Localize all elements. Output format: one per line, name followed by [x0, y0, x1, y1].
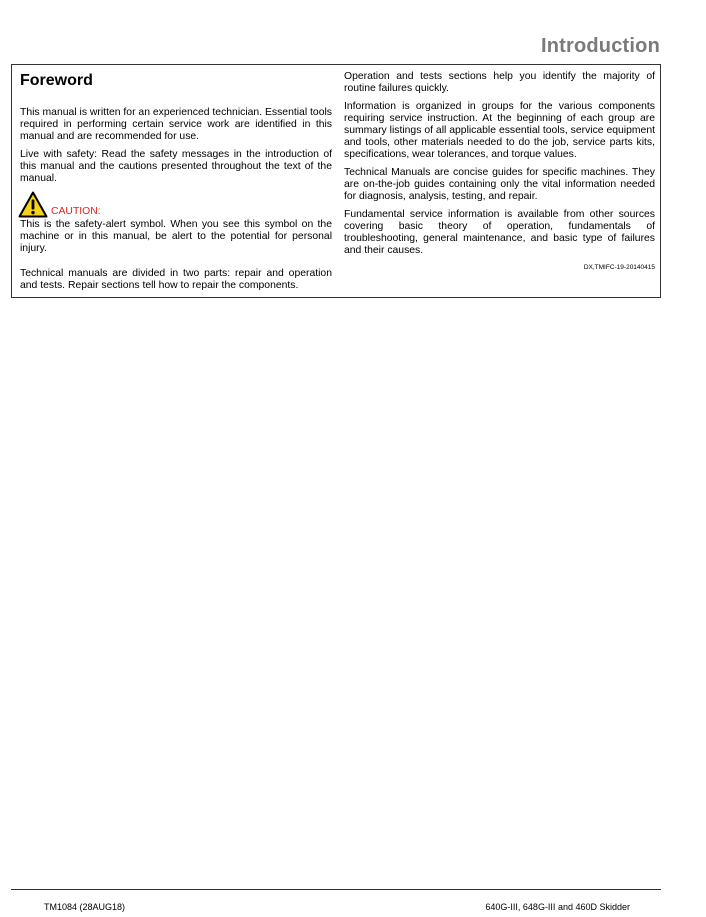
- footer-divider: [11, 889, 661, 890]
- warning-triangle-icon: [18, 191, 48, 218]
- foreword-intro-paragraph: This manual is written for an experienced technician. Essential tools required in performing certain service work are identified in this manual and are recommended for use.: [20, 107, 332, 142]
- caution-text: This is the safety-alert symbol. When you see this symbol on the machine or in this manual, be alert to the potential for personal injury.: [20, 219, 332, 254]
- technical-manual-parts-paragraph: Technical manuals are divided in two parts: repair and operation and tests. Repair sections tell how to repair the components.: [20, 268, 332, 291]
- operation-tests-paragraph: Operation and tests sections help you identify the majority of routine failures quickly.: [344, 71, 655, 94]
- organization-paragraph: Information is organized in groups for the various components requiring service instruction. At the beginning of each group are summary listings of all applicable essential tools, service equipment and tools, other materials needed to do the job, service parts kits, specifications, wear tolerances, and torque values.: [344, 101, 655, 160]
- page-section-title: Introduction: [540, 35, 660, 57]
- footer-manual-id: TM1084 (28AUG18): [44, 902, 126, 912]
- foreword-left-column: [20, 65, 332, 292]
- fundamental-service-paragraph: Fundamental service information is available from other sources covering basic theory of operation, fundamentals of troubleshooting, general maintenance, and basic type of failures and their causes.: [344, 209, 655, 256]
- footer-machine-model: 640G-III, 648G-III and 460D Skidder: [485, 902, 630, 912]
- safety-paragraph: Live with safety: Read the safety messages in the introduction of this manual and the cautions presented throughout the text of the manual.: [20, 149, 332, 184]
- foreword-title: Foreword: [20, 72, 93, 89]
- concise-guides-paragraph: Technical Manuals are concise guides for specific machines. They are on-the-job guides containing only the vital information needed for diagnosis, analysis, testing, and repair.: [344, 167, 655, 202]
- foreword-box: [11, 64, 661, 298]
- foreword-right-column: [344, 71, 655, 272]
- caution-heading: [20, 191, 332, 219]
- caution-label: CAUTION:: [51, 206, 101, 217]
- document-id: DX,TMIFC-19-20140415: [583, 264, 655, 271]
